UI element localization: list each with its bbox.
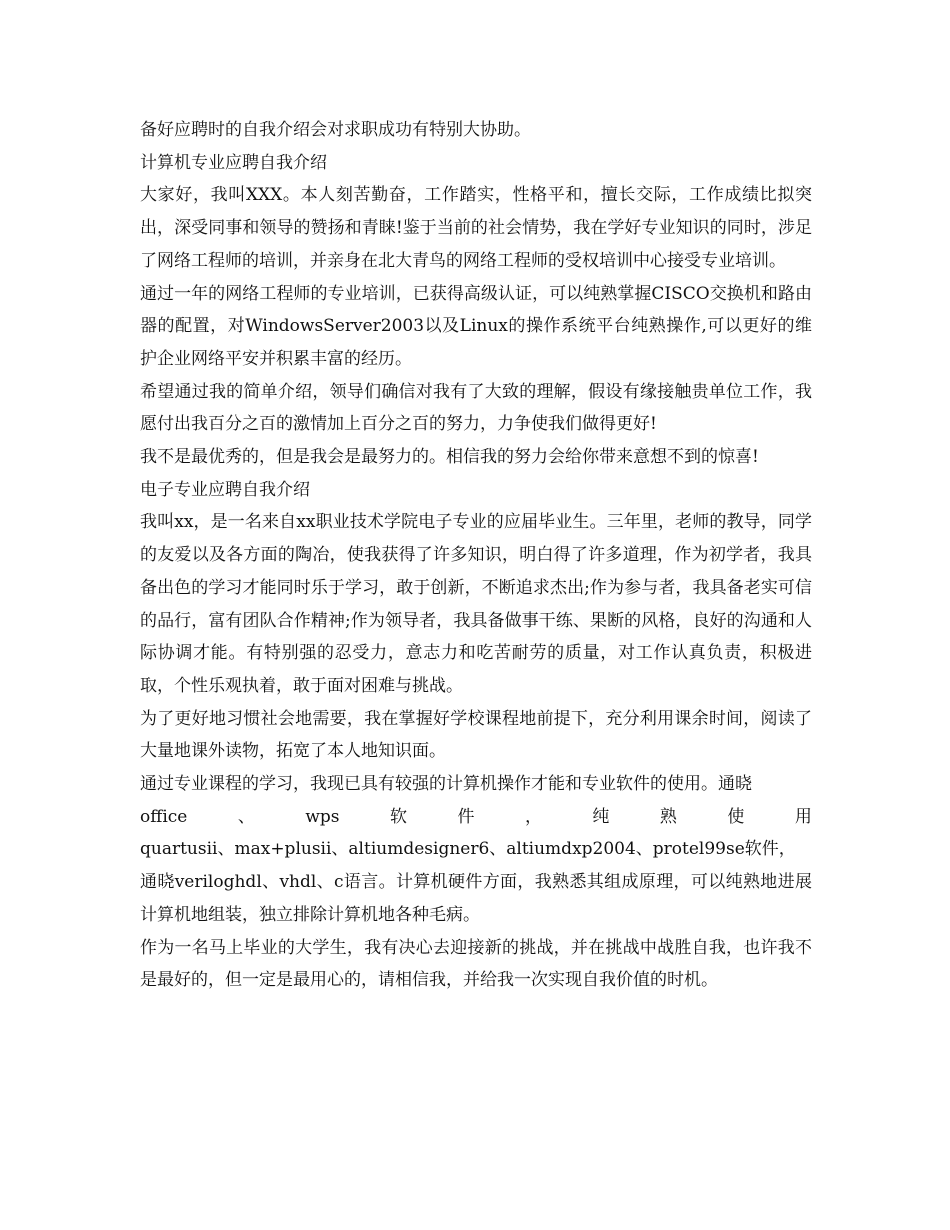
- paragraph: 我不是最优秀的，但是我会是最努力的。相信我的努力会给你带来意想不到的惊喜!: [140, 447, 759, 468]
- software-list-line: quartusii、max+plusii、altiumdesigner6、altiumdxp2004、protel99se软件，: [140, 839, 796, 860]
- word: 件: [457, 806, 475, 827]
- word: ，: [524, 806, 542, 827]
- section-heading-computer: 计算机专业应聘自我介绍: [140, 152, 327, 173]
- paragraph: 为了更好地习惯社会地需要，我在掌握好学校课程地前提下，充分利用课余时间，阅读了大量地课外读物，拓宽了本人地知识面。: [140, 708, 812, 762]
- word: 用: [794, 806, 812, 827]
- section-heading-electronics: 电子专业应聘自我介绍: [140, 479, 310, 500]
- word: 熟: [659, 806, 677, 827]
- word: 、: [237, 806, 255, 827]
- paragraph: 希望通过我的简单介绍，领导们确信对我有了大致的理解，假设有缘接触贵单位工作，我愿付出我百分之百的激情加上百分之百的努力，力争使我们做得更好!: [140, 381, 812, 435]
- word: office: [140, 806, 188, 827]
- word: 使: [727, 806, 745, 827]
- paragraph: 大家好，我叫XXX。本人刻苦勤奋，工作踏实，性格平和，擅长交际，工作成绩比拟突出，深受同事和领导的赞扬和青睐!鉴于当前的社会情势，我在学好专业知识的同时，涉足了网络工程师的培训，并亲身在北大青鸟的网络工程师的受权培训中心接受专业培训。: [140, 185, 812, 271]
- word: 纯: [592, 806, 610, 827]
- word: 软: [389, 806, 407, 827]
- skills-paragraph: [140, 768, 812, 932]
- paragraph: 通过一年的网络工程师的专业培训，已获得高级认证，可以纯熟掌握CISCO交换机和路由器的配置，对WindowsServer2003以及Linux的操作系统平台纯熟操作,可以更好的维护企业网络平安并积累丰富的经历。: [140, 283, 812, 369]
- document-body: [140, 114, 812, 997]
- intro-tail-text: 备好应聘时的自我介绍会对求职成功有特别大协助。: [140, 120, 531, 140]
- paragraph: 我叫xx，是一名来自xx职业技术学院电子专业的应届毕业生。三年里，老师的教导，同学的友爱以及各方面的陶冶，使我获得了许多知识，明白得了许多道理，作为初学者，我具备出色的学习才能同时乐于学习，敢于创新，不断追求杰出;作为参与者，我具备老实可信的品行，富有团队合作精神;作为领导者，我具备做事干练、果断的风格，良好的沟通和人际协调才能。有特别强的忍受力，意志力和吃苦耐劳的质量，对工作认真负责，积极进取，个性乐观执着，敢于面对困难与挑战。: [140, 512, 812, 696]
- paragraph: 通过专业课程的学习，我现已具有较强的计算机操作才能和专业软件的使用。通晓: [140, 774, 752, 795]
- word: wps: [305, 806, 340, 827]
- closing-paragraph: 作为一名马上毕业的大学生，我有决心去迎接新的挑战，并在挑战中战胜自我，也许我不是最好的，但一定是最用心的，请相信我，并给我一次实现自我价值的时机。: [140, 937, 812, 991]
- paragraph: 通晓veriloghdl、vhdl、c语言。计算机硬件方面，我熟悉其组成原理，可以纯熟地进展计算机地组装，独立排除计算机地各种毛病。: [140, 872, 812, 925]
- justified-line: [140, 801, 812, 834]
